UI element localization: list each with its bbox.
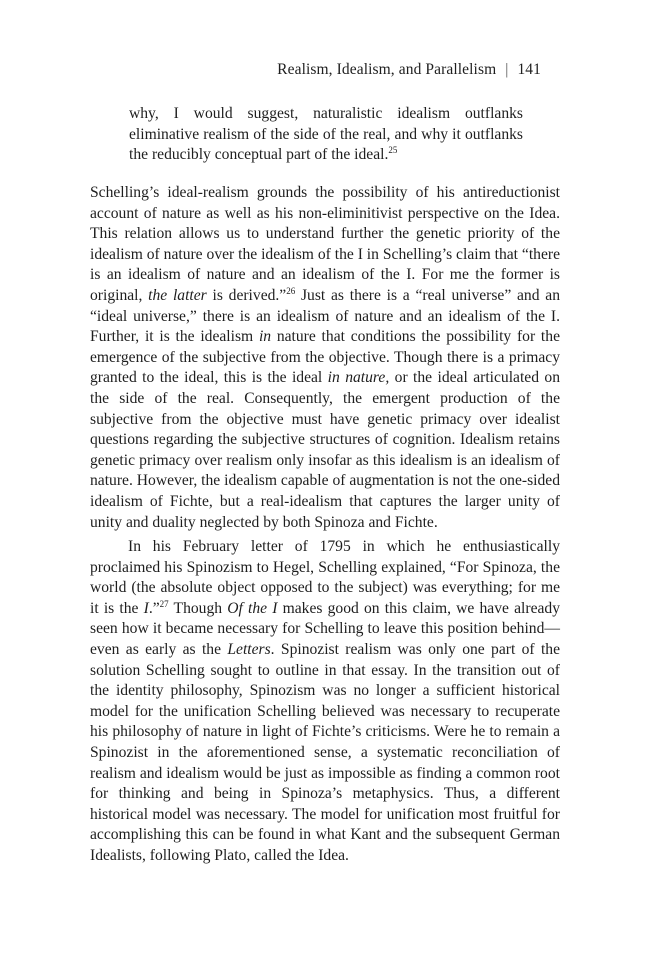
footnote-ref-26: 26 xyxy=(286,285,296,296)
text-run: is derived.” xyxy=(206,286,287,304)
text-run: .” xyxy=(148,599,160,617)
text-run: or the ideal articulated on the side of the real. Consequently, the emergent production of the subjective from the objective must have genetic primacy over idealist questions regarding the subjective structures of cognition. Idealism retains genetic primacy over realism only insofar as this idealism is an idealism of nature. However, the idealism capable of augmentation is not the one-sided idealism of Fichte, but a real-idealism that captures the larger unity of unity and duality neglected by both Spinoza and Fichte. xyxy=(90,369,561,531)
block-quote xyxy=(129,104,523,166)
body-paragraph-2 xyxy=(90,537,560,867)
body-paragraph-1 xyxy=(90,183,560,533)
quote-text: why, I would suggest, naturalistic idealism outflanks eliminative realism of the side of the real, and why it outflanks the reducibly conceptual part of the ideal. xyxy=(129,105,523,164)
italic-run: I xyxy=(143,599,149,617)
page-number: 141 xyxy=(517,61,541,78)
italic-run: Of the I xyxy=(227,599,278,617)
running-title: Realism, Idealism, and Parallelism xyxy=(277,61,497,78)
footnote-ref-27: 27 xyxy=(159,598,169,609)
italic-run: the latter xyxy=(148,286,207,304)
text-run: nature that conditions the possibility for the emergence of the subjective from the objective. Though there is a primacy granted to the ideal, this is the ideal xyxy=(90,328,560,387)
header-separator: | xyxy=(505,61,509,78)
italic-run: in xyxy=(258,328,272,346)
italic-run: in nature, xyxy=(327,369,390,387)
text-run: In his February letter of 1795 in which he enthusiastically proclaimed his Spinozism to Hegel, Schelling explained, “For Spinoza, the world (the absolute object opposed to the subject) was everything; for me it is the xyxy=(90,538,560,617)
running-header xyxy=(277,61,541,79)
text-run: . Spinozist realism was only one part of the solution Schelling sought to outline in that essay. In the transition out of the identity philosophy, Spinozism was no longer a sufficient historical model for the unification Schelling believed was necessary to recuperate his philosophy of nature in light of Fichte’s criticisms. Were he to remain a Spinozist in the aforementioned sense, a systematic reconciliation of realism and idealism would be just as impossible as finding a common root for thinking and being in Spinoza’s metaphysics. Thus, a different historical model was necessary. The model for unification most fruitful for accomplishing this can be found in what Kant and the subsequent German Idealists, following Plato, called the Idea. xyxy=(90,640,561,864)
footnote-ref-25: 25 xyxy=(388,145,398,156)
text-run: Though xyxy=(168,599,228,617)
italic-run: Letters xyxy=(227,640,271,658)
text-run: Just as there is a “real universe” and an “ideal universe,” there is an idealism of nature and an idealism of the I. Further, it is the idealism xyxy=(90,286,560,346)
text-run: makes good on this claim, we have already seen how it became necessary for Schelling to leave this position behind—even as early as the xyxy=(90,599,561,658)
text-run: Schelling’s ideal-realism grounds the possibility of his antireductionist account of nature as well as his non-eliminitivist perspective on the Idea. This relation allows us to understand further the genetic priority of the idealism of nature over the idealism of the I in Schelling’s claim that “there is an idealism of nature and an idealism of the I. For me the former is original, xyxy=(90,184,560,304)
